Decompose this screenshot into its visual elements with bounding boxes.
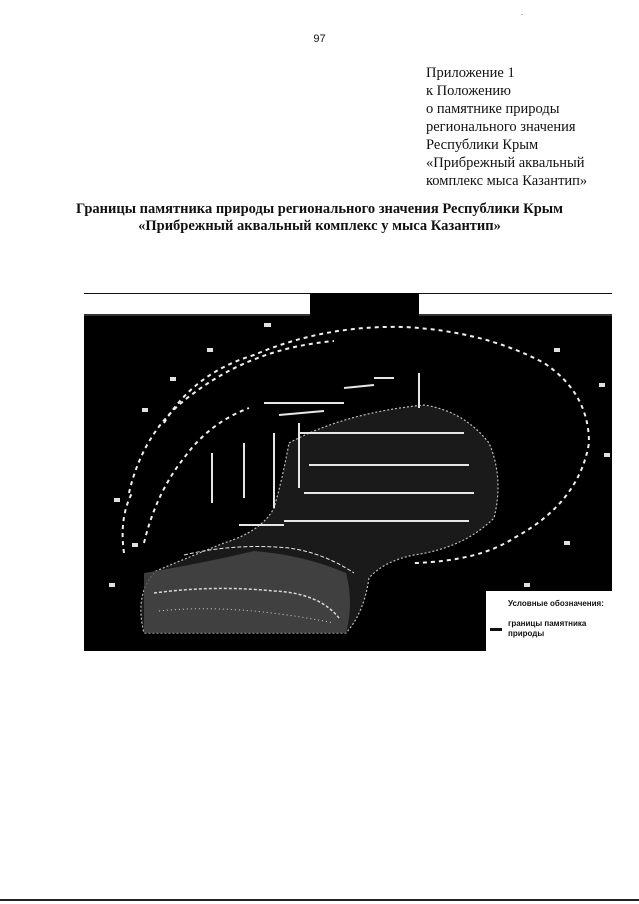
appendix-note: [426, 64, 626, 190]
map-top-block: [310, 293, 419, 315]
page-bottom-rule: [0, 899, 639, 901]
boundary-map: [84, 293, 612, 651]
appendix-line: регионального значения: [426, 119, 576, 135]
appendix-line: «Прибрежный аквальный: [426, 155, 585, 171]
legend-item-label: границы памятника природы: [508, 619, 587, 638]
appendix-line: Республики Крым: [426, 137, 539, 153]
boundary-line-icon: [490, 628, 502, 631]
scan-mark: .: [521, 8, 523, 17]
title-line-1: Границы памятника природы регионального значения Республики Крым: [76, 201, 563, 217]
page-number: 97: [313, 33, 326, 45]
title-line-2: «Прибрежный аквальный комплекс у мыса Казантип»: [138, 218, 501, 234]
document-title: [0, 201, 639, 235]
appendix-line: комплекс мыса Казантип»: [426, 173, 588, 189]
appendix-line: о памятнике природы: [426, 101, 560, 117]
legend-title: Условные обозначения:: [508, 599, 604, 608]
appendix-line: Приложение 1: [426, 65, 515, 81]
map-legend: [486, 591, 612, 651]
appendix-line: к Положению: [426, 83, 511, 99]
